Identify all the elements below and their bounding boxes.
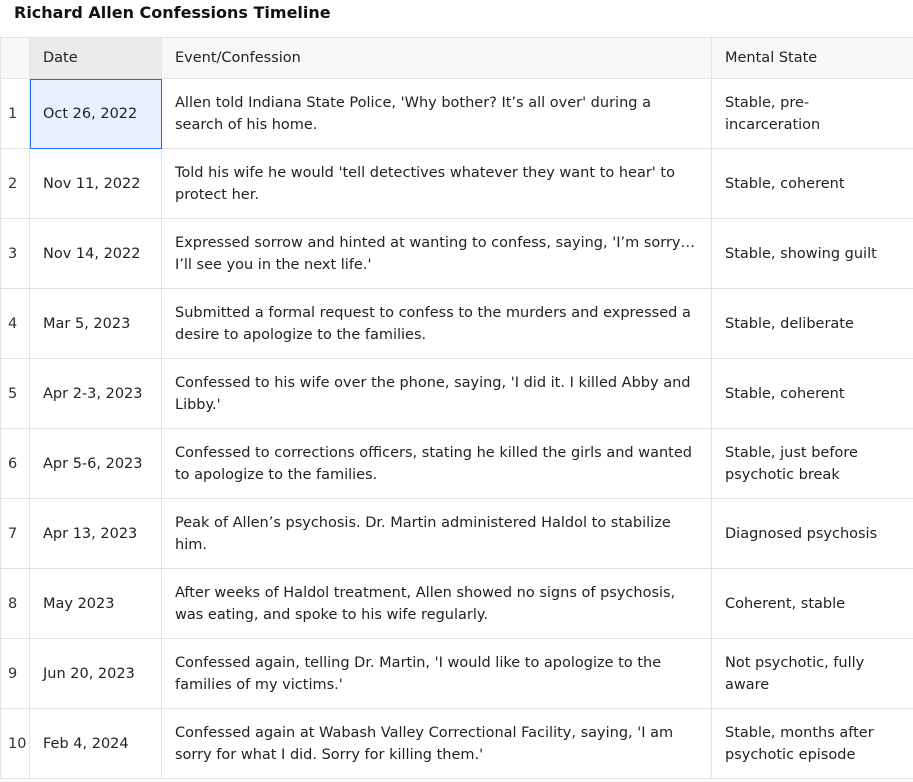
column-header-event[interactable]: Event/Confession	[162, 38, 712, 79]
mental-state-cell[interactable]: Stable, showing guilt	[712, 219, 913, 289]
mental-state-cell[interactable]: Stable, deliberate	[712, 289, 913, 359]
event-cell[interactable]: Told his wife he would 'tell detectives whatever they want to hear' to protect her.	[162, 149, 712, 219]
row-number[interactable]: 8	[1, 569, 30, 639]
event-cell[interactable]: Allen told Indiana State Police, 'Why bother? It’s all over' during a search of his home.	[162, 79, 712, 149]
table-row	[1, 79, 913, 149]
table-row	[1, 149, 913, 219]
date-cell[interactable]: Apr 13, 2023	[30, 499, 162, 569]
date-cell[interactable]: Nov 11, 2022	[30, 149, 162, 219]
mental-state-cell[interactable]: Stable, pre-incarceration	[712, 79, 913, 149]
mental-state-cell[interactable]: Stable, coherent	[712, 149, 913, 219]
mental-state-cell[interactable]: Stable, coherent	[712, 359, 913, 429]
table-row	[1, 569, 913, 639]
date-cell[interactable]: Feb 4, 2024	[30, 709, 162, 779]
date-cell[interactable]: Oct 26, 2022	[30, 79, 162, 149]
sheet-title: Richard Allen Confessions Timeline	[14, 3, 331, 22]
corner-cell[interactable]	[1, 38, 30, 79]
row-number[interactable]: 10	[1, 709, 30, 779]
date-cell[interactable]: Jun 20, 2023	[30, 639, 162, 709]
table-row	[1, 709, 913, 779]
date-cell[interactable]: Nov 14, 2022	[30, 219, 162, 289]
event-cell[interactable]: Confessed to his wife over the phone, saying, 'I did it. I killed Abby and Libby.'	[162, 359, 712, 429]
mental-state-cell[interactable]: Diagnosed psychosis	[712, 499, 913, 569]
event-cell[interactable]: Confessed again, telling Dr. Martin, 'I would like to apologize to the families of my victims.'	[162, 639, 712, 709]
row-number[interactable]: 2	[1, 149, 30, 219]
table-row	[1, 359, 913, 429]
row-number[interactable]: 1	[1, 79, 30, 149]
row-number[interactable]: 6	[1, 429, 30, 499]
mental-state-cell[interactable]: Stable, months after psychotic episode	[712, 709, 913, 779]
event-cell[interactable]: Confessed again at Wabash Valley Correctional Facility, saying, 'I am sorry for what I did. Sorry for killing them.'	[162, 709, 712, 779]
row-number[interactable]: 3	[1, 219, 30, 289]
row-number[interactable]: 5	[1, 359, 30, 429]
event-cell[interactable]: Expressed sorrow and hinted at wanting to confess, saying, 'I’m sorry…I’ll see you in the next life.'	[162, 219, 712, 289]
mental-state-cell[interactable]: Coherent, stable	[712, 569, 913, 639]
event-cell[interactable]: Submitted a formal request to confess to the murders and expressed a desire to apologize to the families.	[162, 289, 712, 359]
table-row	[1, 219, 913, 289]
event-cell[interactable]: Confessed to corrections officers, stating he killed the girls and wanted to apologize to the families.	[162, 429, 712, 499]
table-row	[1, 499, 913, 569]
table-row	[1, 289, 913, 359]
date-cell[interactable]: Mar 5, 2023	[30, 289, 162, 359]
row-number[interactable]: 9	[1, 639, 30, 709]
timeline-table	[0, 37, 913, 779]
column-header-mental-state[interactable]: Mental State	[712, 38, 913, 79]
row-number[interactable]: 4	[1, 289, 30, 359]
date-cell[interactable]: May 2023	[30, 569, 162, 639]
table-row	[1, 429, 913, 499]
date-cell[interactable]: Apr 2-3, 2023	[30, 359, 162, 429]
event-cell[interactable]: After weeks of Haldol treatment, Allen showed no signs of psychosis, was eating, and spoke to his wife regularly.	[162, 569, 712, 639]
row-number[interactable]: 7	[1, 499, 30, 569]
mental-state-cell[interactable]: Stable, just before psychotic break	[712, 429, 913, 499]
header-row	[1, 38, 913, 79]
mental-state-cell[interactable]: Not psychotic, fully aware	[712, 639, 913, 709]
date-cell[interactable]: Apr 5-6, 2023	[30, 429, 162, 499]
table-row	[1, 639, 913, 709]
column-header-date[interactable]: Date	[30, 38, 162, 79]
event-cell[interactable]: Peak of Allen’s psychosis. Dr. Martin administered Haldol to stabilize him.	[162, 499, 712, 569]
